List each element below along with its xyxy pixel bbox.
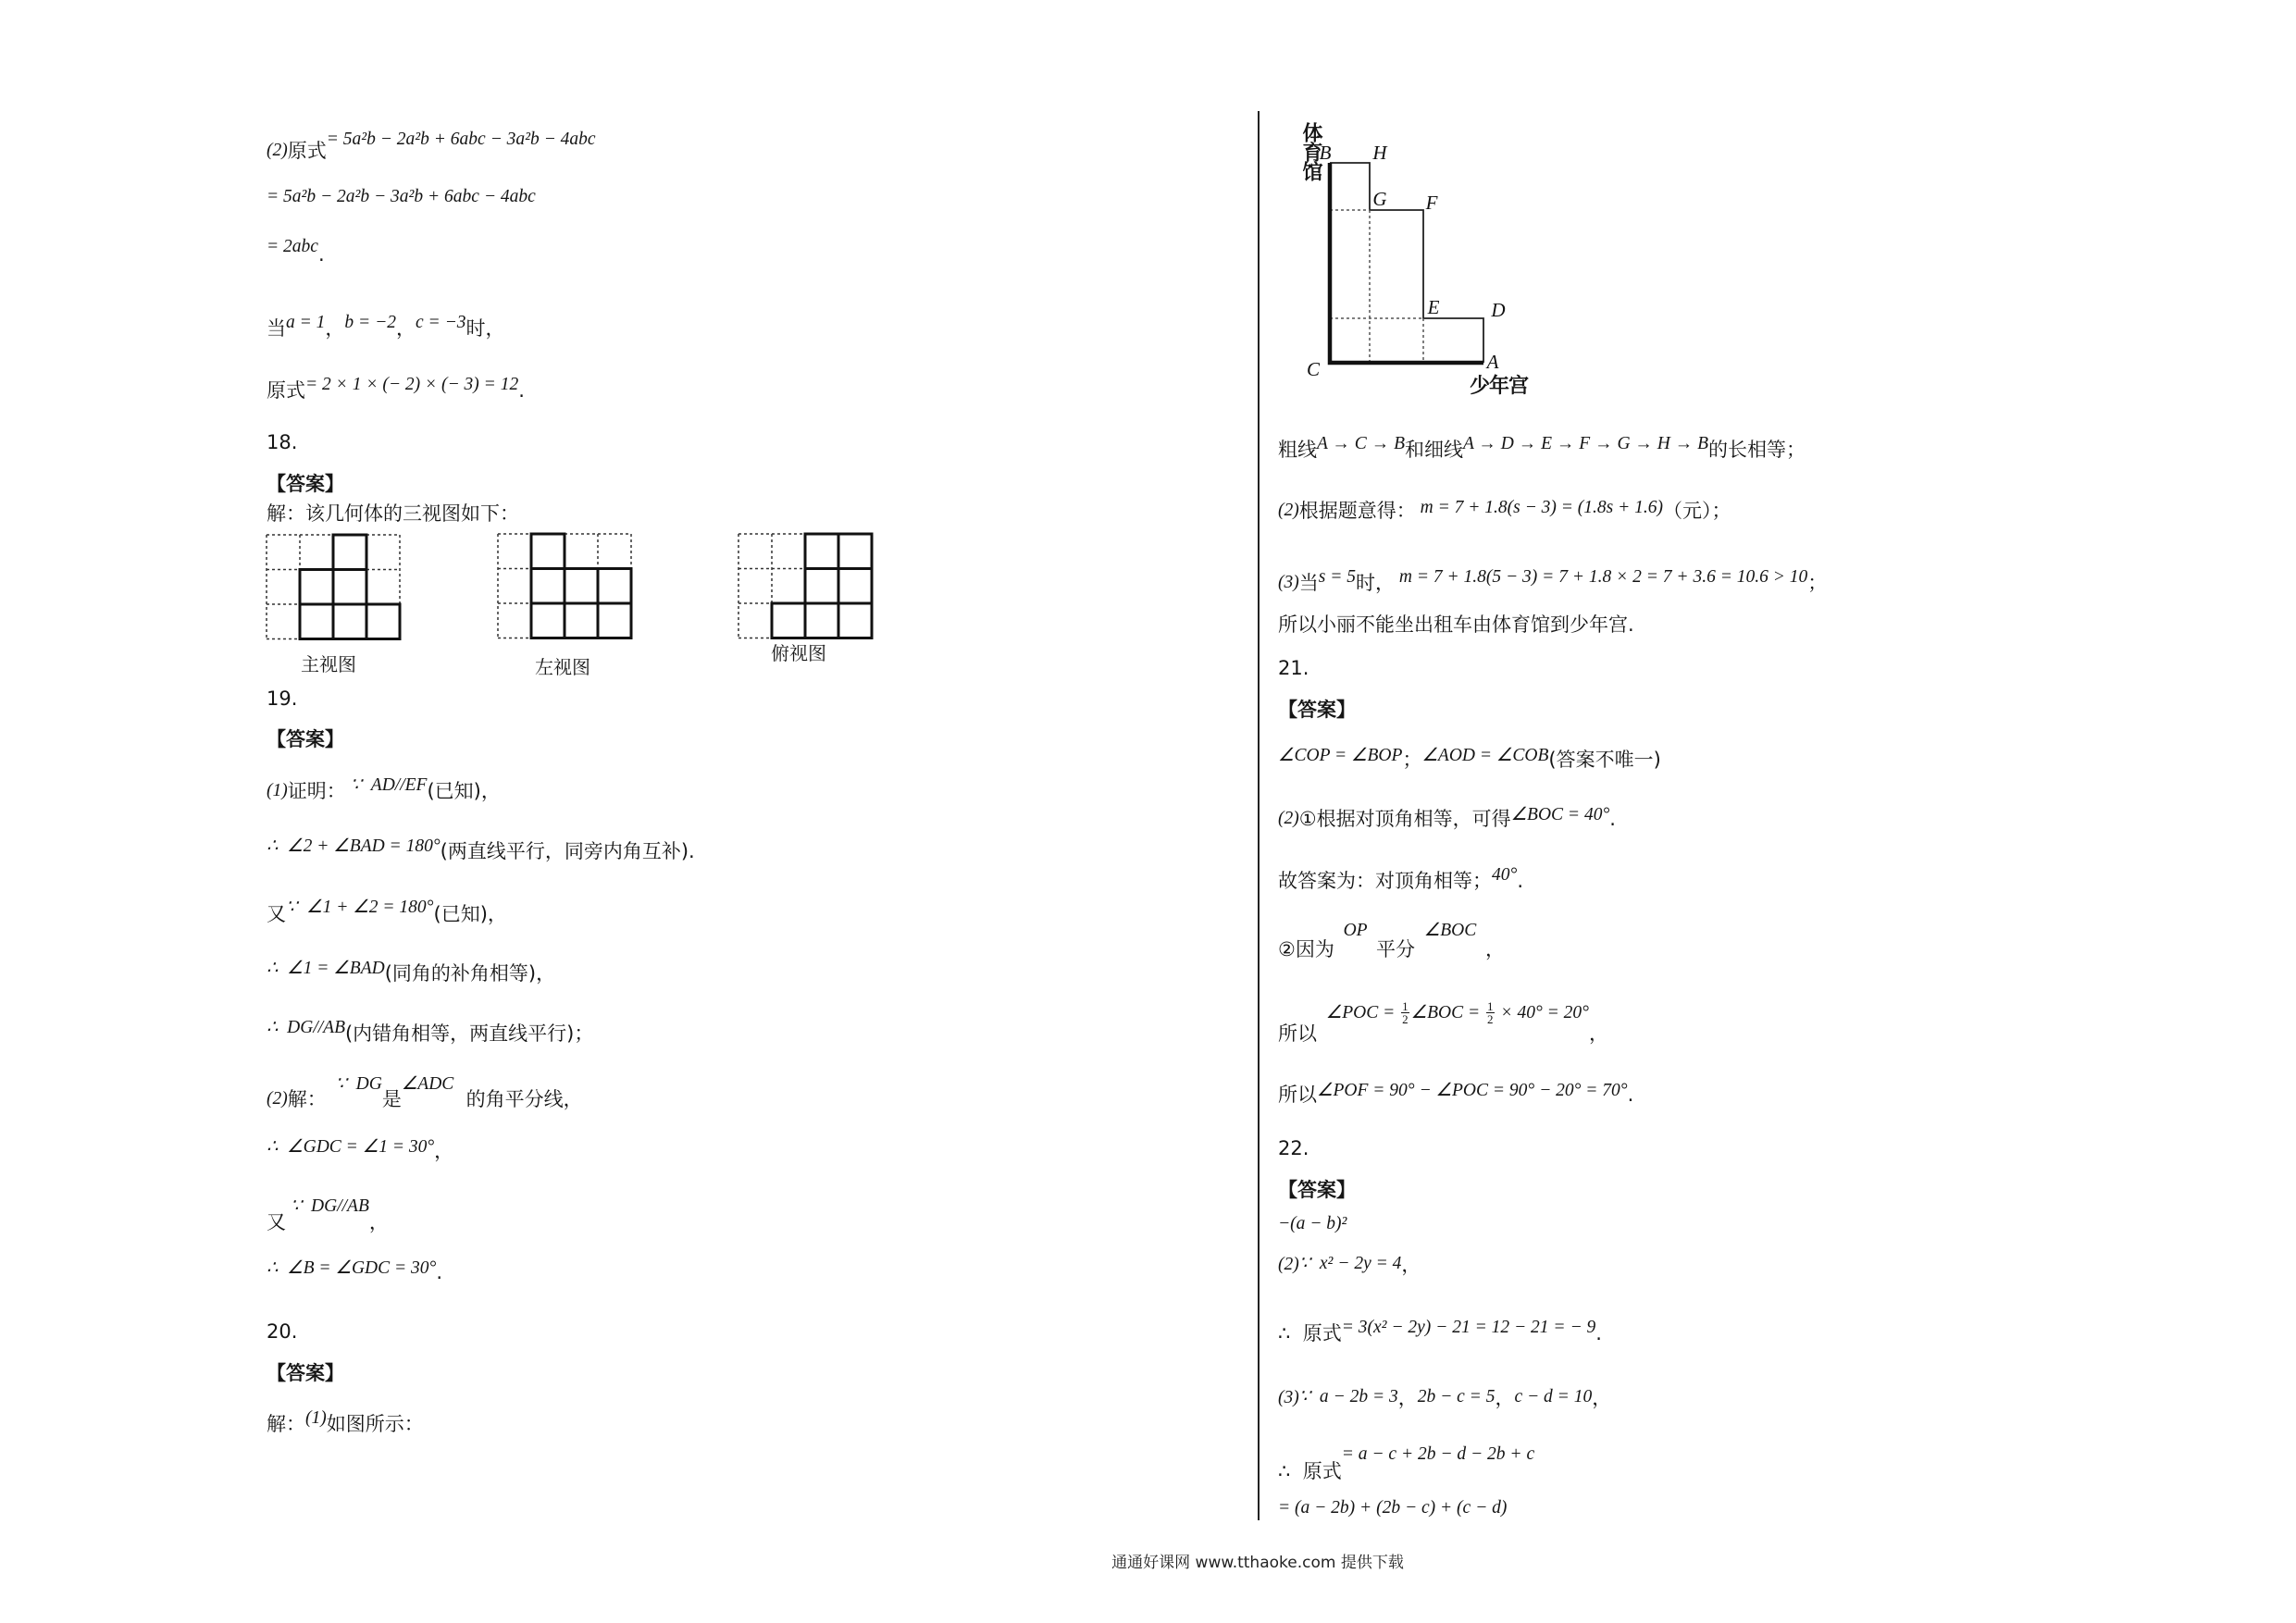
solid-cube-cell xyxy=(531,534,565,569)
line-text: 21. xyxy=(1278,657,1309,679)
q22-2-step-2 xyxy=(1278,1318,1602,1347)
line-text: (两直线平行，同旁内角互补). xyxy=(440,840,695,862)
math-expression: = 5a²b − 2a²b − 3a²b + 6abc − 4abc xyxy=(267,187,536,206)
column-divider xyxy=(1258,111,1260,1520)
math-expression: ∠AOD = ∠COB xyxy=(1421,746,1549,765)
q19-2-step-2 xyxy=(267,1139,453,1165)
page-footer: 通通好课网 www.tthaoke.com 提供下载 xyxy=(1111,1554,1404,1572)
q19-1-proof-step-1 xyxy=(267,775,501,805)
line-text: 当 xyxy=(267,317,286,340)
line-text: 又 xyxy=(267,1211,286,1233)
front-view-grid xyxy=(265,533,402,642)
solid-cube-cell xyxy=(838,534,872,569)
solid-cube-cell xyxy=(565,603,598,638)
q21-answer-heading xyxy=(1278,698,1356,722)
q20-answer-heading xyxy=(267,1361,344,1385)
line-text: 所以 xyxy=(1278,1084,1317,1106)
point-label-a: A xyxy=(1486,351,1499,373)
q17-2-result xyxy=(267,375,525,404)
line-text: 时， xyxy=(1356,572,1395,594)
math-expression: = (a − 2b) + (2b − c) + (c − d) xyxy=(1278,1498,1508,1518)
line-text: ∴ 原式 xyxy=(1278,1460,1342,1482)
q17-2-expand-step xyxy=(267,130,596,165)
line-text: . xyxy=(518,379,525,402)
line-text: 【答案】 xyxy=(1278,699,1356,721)
line-text: ， xyxy=(1401,1254,1421,1276)
math-expression: ∴ ∠GDC = ∠1 = 30° xyxy=(267,1137,435,1157)
line-text: 20. xyxy=(267,1320,298,1343)
solid-cube-cell xyxy=(333,604,366,639)
q19-1-proof-step-5 xyxy=(267,1018,594,1047)
line-text: 【答案】 xyxy=(1278,1179,1356,1201)
math-expression: ∵ a − 2b = 3 xyxy=(1298,1387,1398,1406)
q21-1-answer xyxy=(1278,748,1661,774)
math-expression: × 40° = 20° xyxy=(1496,1003,1589,1022)
solid-cube-cell xyxy=(805,569,838,604)
math-expression: = 2 × 1 × (− 2) × (− 3) = 12 xyxy=(305,375,519,394)
q19-2-step-1 xyxy=(267,1074,583,1113)
line-text: 18. xyxy=(267,431,298,453)
q21-2-step-1 xyxy=(1278,807,1616,833)
q20-1-intro xyxy=(267,1408,424,1438)
solid-cube-cell xyxy=(333,535,366,570)
math-expression: ∠BOC = xyxy=(1410,1003,1485,1022)
line-text: 粗线 xyxy=(1278,439,1317,461)
q22-1-answer xyxy=(1278,1210,1347,1236)
math-expression: ∠BOC xyxy=(1414,921,1485,940)
math-expression: A → D → E → F → G → H → B xyxy=(1462,434,1709,453)
q18-answer-heading xyxy=(267,472,344,496)
item-number: (2) xyxy=(267,141,288,160)
fraction xyxy=(1401,1000,1409,1025)
line-text: 解：该几何体的三视图如下： xyxy=(267,502,519,525)
math-expression: ∵ x² − 2y = 4 xyxy=(1298,1254,1402,1273)
math-expression: = 5a²b − 2a²b + 6abc − 3a²b − 4abc xyxy=(326,130,596,149)
front-view-label: 主视图 xyxy=(301,653,356,675)
q19-number xyxy=(267,687,297,711)
point-label-d: D xyxy=(1491,299,1506,321)
line-text: . xyxy=(1595,1322,1602,1344)
line-text: ， xyxy=(325,317,345,340)
line-text: 如图所示： xyxy=(326,1413,424,1435)
math-expression: (1) xyxy=(305,1408,327,1428)
q22-3-step-2 xyxy=(1278,1444,1535,1485)
math-expression: ∴ ∠1 = ∠BAD xyxy=(267,959,385,978)
item-number: (2) xyxy=(267,1089,288,1109)
solid-cube-cell xyxy=(805,603,838,638)
q19-2-step-4 xyxy=(267,1260,442,1286)
q21-number xyxy=(1278,656,1309,680)
point-label-e: E xyxy=(1427,296,1440,318)
line-text: (内错角相等，两直线平行)； xyxy=(344,1022,594,1045)
line-text: ； xyxy=(1807,572,1828,594)
math-expression: −(a − b)² xyxy=(1278,1214,1347,1233)
line-text: 平分 xyxy=(1375,938,1415,960)
line-text: 【答案】 xyxy=(267,728,344,750)
thin-route-line xyxy=(1330,163,1483,363)
point-label-b: B xyxy=(1319,142,1332,164)
line-text: ， xyxy=(1484,938,1505,960)
line-text: 【答案】 xyxy=(267,1362,344,1384)
math-expression: ∠COP = ∠BOP xyxy=(1278,746,1403,765)
q22-number xyxy=(1278,1136,1309,1160)
line-text: ∴ 原式 xyxy=(1278,1322,1342,1344)
line-text: ， xyxy=(368,1211,389,1233)
math-expression: 2b − c = 5 xyxy=(1417,1387,1496,1406)
line-text: . xyxy=(436,1261,443,1283)
line-text: 原式 xyxy=(267,379,305,402)
math-expression: c − d = 10 xyxy=(1514,1387,1593,1406)
q20-3-calculation xyxy=(1278,567,1828,597)
solid-cube-cell xyxy=(531,569,565,604)
solid-cube-cell xyxy=(598,569,631,604)
thick-route-line xyxy=(1330,163,1483,363)
line-text: 证明： xyxy=(287,780,346,802)
math-expression: OP xyxy=(1334,921,1376,940)
q19-1-proof-step-2 xyxy=(267,836,695,865)
math-expression: ∴ DG//AB xyxy=(267,1018,345,1037)
line-text: 所以小丽不能坐出租车由体育馆到少年宫. xyxy=(1278,613,1634,636)
q20-3-conclusion xyxy=(1278,613,1634,637)
fraction xyxy=(1486,1000,1495,1025)
q18-intro xyxy=(267,502,519,526)
math-expression: 40° xyxy=(1492,865,1518,885)
top-view-grid xyxy=(737,532,874,641)
side-view-grid xyxy=(496,532,633,641)
side-view-label: 左视图 xyxy=(535,656,590,678)
solid-cube-cell xyxy=(300,604,333,639)
line-text: . xyxy=(1517,870,1523,892)
solid-cube-cell xyxy=(366,604,400,639)
line-text: ， xyxy=(1495,1387,1515,1409)
math-expression: ∴ ∠2 + ∠BAD = 180° xyxy=(267,836,441,856)
line-text: . xyxy=(1627,1084,1634,1106)
line-text: ， xyxy=(1592,1387,1612,1409)
q21-2-step-3 xyxy=(1278,921,1505,963)
line-text: 根据题意得： xyxy=(1298,500,1416,522)
line-text: 当 xyxy=(1298,572,1319,594)
math-expression: ∠BOC = 40° xyxy=(1510,805,1610,824)
q19-1-proof-step-3 xyxy=(267,898,507,928)
q20-2-formula xyxy=(1278,499,1731,525)
item-number: (3) xyxy=(1278,1388,1299,1407)
line-text: 【答案】 xyxy=(267,473,344,495)
line-text: . xyxy=(1609,808,1616,830)
point-label-c: C xyxy=(1306,358,1321,380)
q22-answer-heading xyxy=(1278,1178,1356,1202)
math-expression: = 3(x² − 2y) − 21 = 12 − 21 = − 9 xyxy=(1341,1318,1596,1337)
solid-cube-cell xyxy=(838,569,872,604)
q17-2-substitution xyxy=(267,313,505,342)
line-text: 的长相等； xyxy=(1708,439,1806,461)
solid-cube-cell xyxy=(333,570,366,605)
route-diagram xyxy=(1286,120,1564,398)
point-label-f: F xyxy=(1425,192,1438,214)
line-text: 所以 xyxy=(1278,1022,1317,1045)
math-expression: ∠ADC xyxy=(401,1074,454,1094)
math-expression: m = 7 + 1.8(s − 3) = (1.8s + 1.6) xyxy=(1415,498,1664,517)
line-text: . xyxy=(317,243,325,266)
line-text: 故答案为：对顶角相等； xyxy=(1278,870,1492,892)
math-expression: ∵ DG//AB xyxy=(286,1196,369,1216)
q21-2-step-4 xyxy=(1278,998,1608,1047)
math-expression: = a − c + 2b − d − 2b + c xyxy=(1341,1444,1535,1464)
q21-2-step-2 xyxy=(1278,865,1523,895)
q20-number xyxy=(267,1319,297,1344)
q17-2-simplified xyxy=(267,237,325,268)
math-expression: s = 5 xyxy=(1318,567,1356,587)
math-expression: ∵ DG xyxy=(326,1074,382,1094)
line-text: 原式 xyxy=(287,140,327,162)
line-text: ①根据对顶角相等，可得 xyxy=(1298,808,1511,830)
line-text: ； xyxy=(1402,749,1422,771)
line-text: ②因为 xyxy=(1278,938,1334,960)
solid-cube-cell xyxy=(598,603,631,638)
line-text: 19. xyxy=(267,688,298,710)
math-expression: ∠POF = 90° − ∠POC = 90° − 20° = 70° xyxy=(1317,1081,1628,1100)
q18-number xyxy=(267,430,297,454)
q21-2-step-5 xyxy=(1278,1083,1633,1109)
math-expression: A → C → B xyxy=(1317,434,1405,453)
line-text: (同角的补角相等)， xyxy=(384,962,556,985)
fraction-numerator: 1 xyxy=(1402,998,1409,1013)
q19-2-step-3 xyxy=(267,1196,389,1236)
item-number: (2) xyxy=(1278,809,1299,828)
fraction-denominator: 2 xyxy=(1487,1011,1494,1026)
line-text: (答案不唯一) xyxy=(1548,749,1661,771)
line-text: (已知)， xyxy=(433,903,507,925)
gymnasium-label: 体育馆 xyxy=(1299,122,1322,180)
line-text: 解： xyxy=(267,1413,305,1435)
fraction-numerator: 1 xyxy=(1487,998,1494,1013)
math-expression: ∵ AD//EF xyxy=(345,775,428,795)
math-expression: ∵ ∠1 + ∠2 = 180° xyxy=(286,898,434,917)
line-text: 是 xyxy=(381,1088,402,1110)
line-text: (已知)， xyxy=(427,780,501,802)
math-expression: = 2abc xyxy=(267,237,318,256)
point-label-g: G xyxy=(1372,188,1387,210)
line-text: ， xyxy=(1397,1387,1418,1409)
line-text: 的角平分线， xyxy=(453,1088,583,1110)
line-text: ， xyxy=(1588,1022,1608,1045)
item-number: (3) xyxy=(1278,573,1299,592)
youth-palace-label: 少年宫 xyxy=(1470,375,1529,398)
solid-cube-cell xyxy=(838,603,872,638)
q22-2-step-1 xyxy=(1278,1253,1421,1279)
math-expression: a = 1 xyxy=(286,313,326,332)
q19-answer-heading xyxy=(267,727,344,751)
solid-cube-cell xyxy=(531,603,565,638)
top-view-label: 俯视图 xyxy=(771,642,826,664)
solid-cube-cell xyxy=(300,570,333,605)
q17-2-rearrange-step xyxy=(267,183,536,209)
solid-cube-cell xyxy=(805,534,838,569)
q20-1-conclusion xyxy=(1278,434,1806,464)
line-text: 22. xyxy=(1278,1137,1309,1159)
item-number: (1) xyxy=(267,781,288,800)
line-text: （元）； xyxy=(1663,500,1731,522)
solid-cube-cell xyxy=(772,603,805,638)
q22-3-step-1 xyxy=(1278,1386,1611,1412)
line-text: ， xyxy=(396,317,416,340)
math-expression: ∴ ∠B = ∠GDC = 30° xyxy=(267,1258,437,1278)
fraction-denominator: 2 xyxy=(1402,1011,1409,1026)
math-expression: ∠POC = xyxy=(1317,1003,1400,1022)
item-number: (2) xyxy=(1278,501,1299,520)
solid-cube-cell xyxy=(565,569,598,604)
item-number: (2) xyxy=(1278,1255,1299,1274)
q19-1-proof-step-4 xyxy=(267,961,555,987)
line-text: 解： xyxy=(287,1088,327,1110)
math-expression: c = −3 xyxy=(416,313,466,332)
line-text: 又 xyxy=(267,903,286,925)
math-expression: b = −2 xyxy=(344,313,396,332)
line-text: 和细线 xyxy=(1404,439,1463,461)
q22-3-step-3 xyxy=(1278,1494,1507,1520)
point-label-h: H xyxy=(1372,142,1387,164)
line-text: 时， xyxy=(465,317,505,340)
line-text: ， xyxy=(434,1140,454,1162)
math-expression: m = 7 + 1.8(5 − 3) = 7 + 1.8 × 2 = 7 + 3.6 = 10.6 > 10 xyxy=(1395,567,1808,587)
